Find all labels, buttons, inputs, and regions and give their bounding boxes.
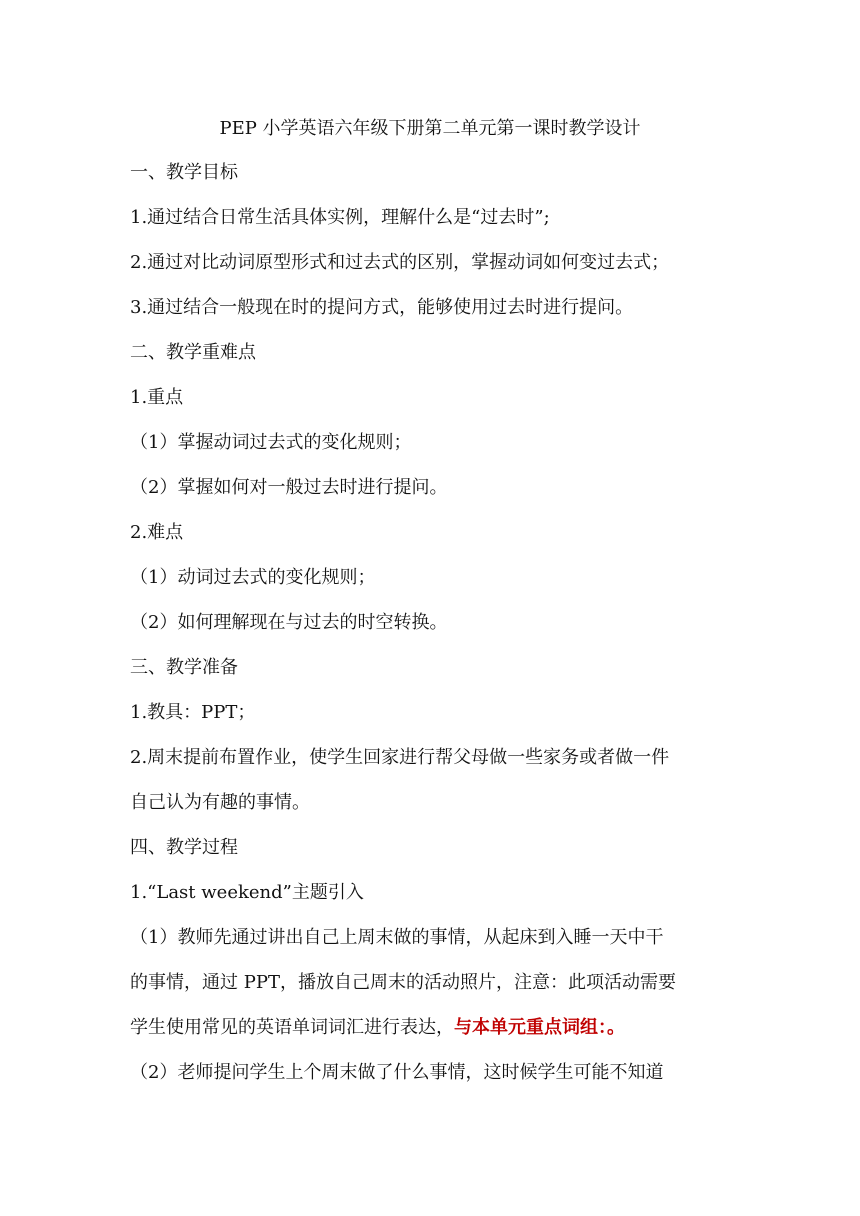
prep-item-2-line-2: 自己认为有趣的事情。	[130, 792, 310, 813]
difficulty-heading: 2.难点	[130, 522, 184, 543]
difficulty-item-2: （2）如何理解现在与过去的时空转换。	[130, 612, 448, 633]
process-item-1-line-3	[130, 1016, 625, 1040]
section-heading-preparation: 三、教学准备	[130, 657, 238, 678]
section-heading-process: 四、教学过程	[130, 837, 238, 858]
goal-item-3: 3.通过结合一般现在时的提问方式，能够使用过去时进行提问。	[130, 297, 634, 318]
prep-item-2-line-1: 2.周末提前布置作业，使学生回家进行帮父母做一些家务或者做一件	[130, 747, 670, 768]
difficulty-item-1: （1）动词过去式的变化规则；	[130, 567, 376, 588]
emphasis-text: 与本单元重点词组：。	[454, 1017, 625, 1038]
goal-item-1: 1.通过结合日常生活具体实例，理解什么是“过去时”;	[130, 207, 550, 228]
process-step-1-heading: 1.“Last weekend”主题引入	[130, 882, 364, 903]
process-item-1-line-3-text: 学生使用常见的英语单词词汇进行表达，	[130, 1017, 454, 1038]
key-item-2: （2）掌握如何对一般过去时进行提问。	[130, 477, 448, 498]
section-heading-goals: 一、教学目标	[130, 162, 238, 183]
key-heading: 1.重点	[130, 387, 184, 408]
goal-item-2: 2.通过对比动词原型形式和过去式的区别，掌握动词如何变过去式；	[130, 252, 670, 273]
document-title: PEP 小学英语六年级下册第二单元第一课时教学设计	[219, 118, 641, 139]
section-heading-key-points: 二、教学重难点	[130, 342, 256, 363]
prep-item-1: 1.教具：PPT；	[130, 702, 256, 723]
process-item-1-line-2: 的事情，通过 PPT，播放自己周末的活动照片，注意：此项活动需要	[130, 972, 676, 993]
process-item-2-line-1: （2）老师提问学生上个周末做了什么事情，这时候学生可能不知道	[130, 1062, 664, 1083]
key-item-1: （1）掌握动词过去式的变化规则；	[130, 432, 412, 453]
process-item-1-line-1: （1）教师先通过讲出自己上周末做的事情，从起床到入睡一天中干	[130, 927, 664, 948]
